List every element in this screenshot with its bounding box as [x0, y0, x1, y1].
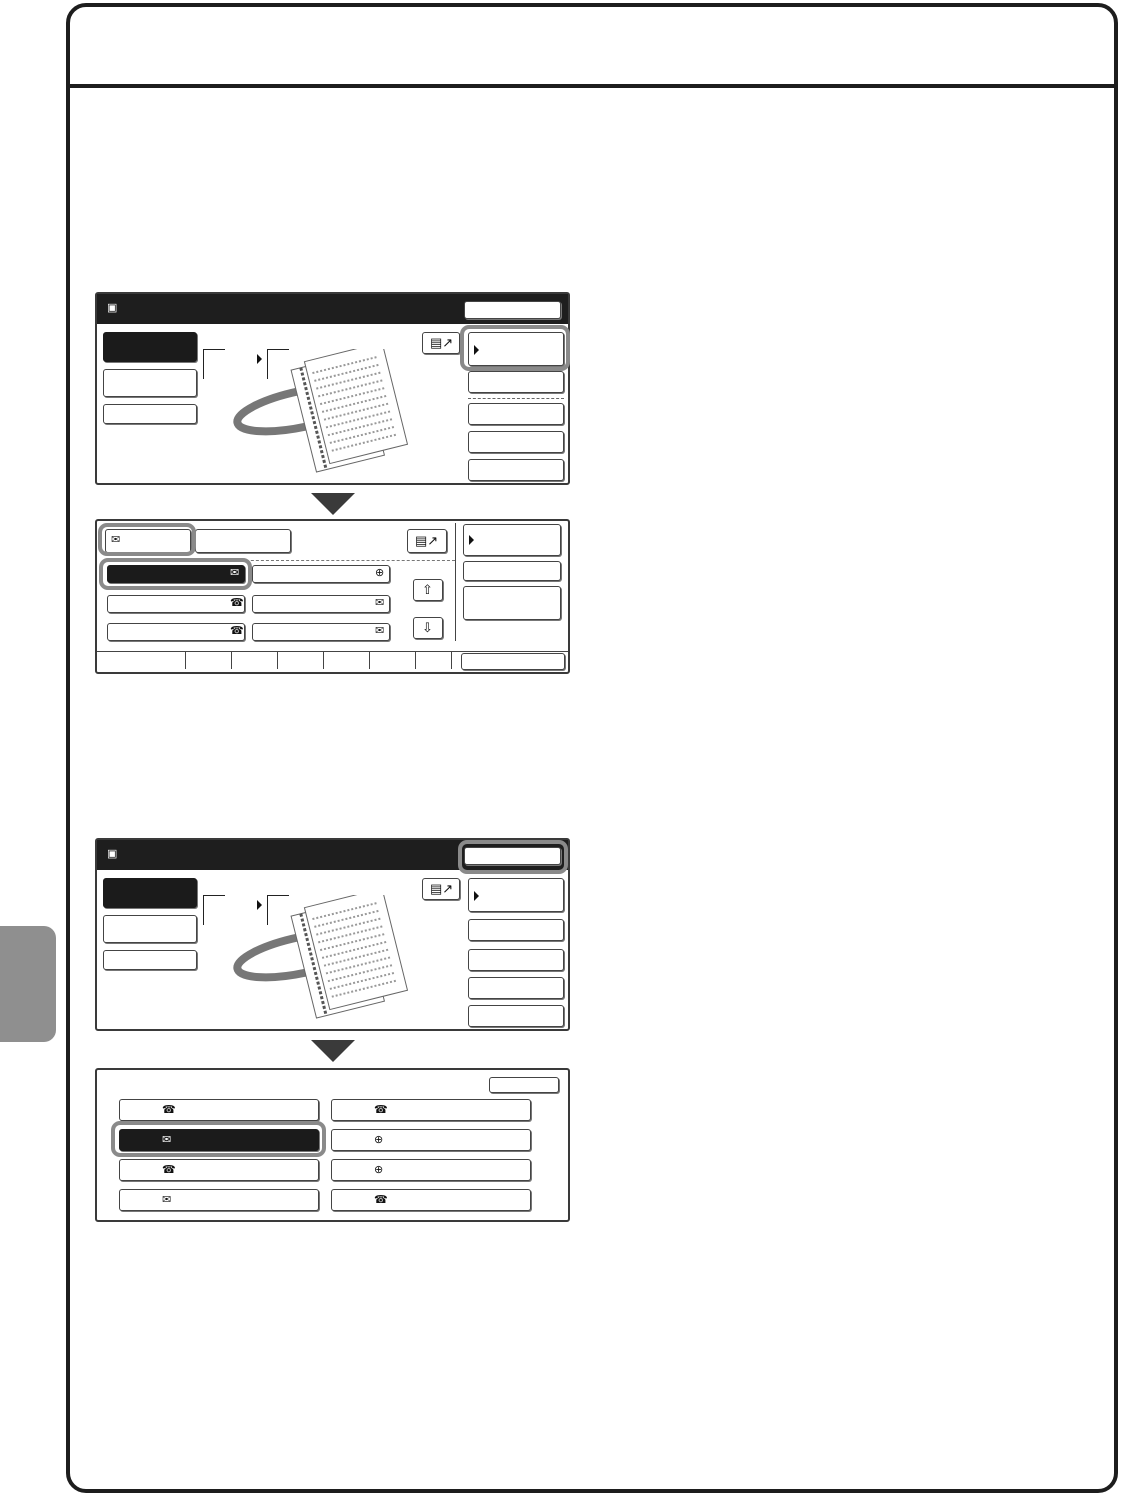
one-touch-entry[interactable]	[119, 1159, 319, 1181]
side-button-2[interactable]	[468, 371, 564, 393]
index-tab[interactable]	[451, 651, 452, 669]
mode-button-3[interactable]	[103, 950, 197, 970]
fax-mode-icon: ▣	[107, 848, 118, 860]
side-button-3[interactable]	[468, 949, 564, 971]
preview-icon: ▤↗	[430, 881, 454, 896]
send-icon: ✉	[111, 534, 121, 546]
back-button[interactable]	[489, 1077, 559, 1093]
index-tab[interactable]	[323, 651, 324, 669]
one-touch-entry[interactable]	[119, 1099, 319, 1121]
side-button-5[interactable]	[468, 459, 564, 481]
fax-main-screen-1	[95, 292, 570, 485]
mail-icon: ✉	[375, 597, 385, 609]
preview-icon-button[interactable]	[407, 529, 447, 553]
address-entry[interactable]	[107, 623, 245, 641]
index-tab[interactable]	[185, 651, 186, 669]
mode-button-selected[interactable]	[103, 878, 197, 908]
divider	[455, 523, 456, 641]
original-page-icon	[203, 349, 225, 379]
one-touch-entry[interactable]	[119, 1189, 319, 1211]
mail-icon: ✉	[230, 567, 240, 579]
mail-icon: ✉	[375, 625, 385, 637]
phone-icon: ☎	[374, 1194, 388, 1206]
mode-button-2[interactable]	[103, 369, 197, 397]
index-tab[interactable]	[277, 651, 278, 669]
mail-icon: ✉	[162, 1194, 172, 1206]
highlight-one-touch-entry	[111, 1121, 326, 1157]
one-touch-entry[interactable]	[331, 1189, 531, 1211]
side-button-3[interactable]	[468, 403, 564, 425]
step-arrow-icon	[311, 493, 355, 515]
side-button-5[interactable]	[468, 1005, 564, 1027]
scroll-up-button[interactable]	[413, 579, 443, 601]
highlight-address-entry	[99, 558, 252, 590]
sort-button[interactable]	[195, 529, 291, 553]
side-button-2[interactable]	[463, 561, 561, 581]
mail-icon: ✉	[162, 1134, 172, 1146]
divider	[468, 398, 564, 400]
arrow-down-icon: ⇩	[422, 620, 433, 635]
page-frame	[66, 3, 1118, 1493]
globe-icon: ⊕	[374, 1164, 384, 1176]
side-button-2[interactable]	[468, 919, 564, 941]
index-tab[interactable]	[231, 651, 232, 669]
phone-icon: ☎	[230, 625, 244, 637]
mode-button-selected[interactable]	[103, 332, 197, 362]
index-tab-button[interactable]	[461, 653, 565, 670]
preview-icon-button[interactable]	[422, 878, 460, 900]
arrow-right-icon	[474, 891, 479, 901]
highlight-titlebar-button	[458, 840, 568, 874]
side-button-3[interactable]	[463, 586, 561, 620]
preview-icon: ▤↗	[415, 533, 439, 548]
arrow-right-icon	[469, 535, 474, 545]
step-arrow-icon	[311, 1040, 355, 1062]
phone-icon: ☎	[374, 1104, 388, 1116]
original-page-icon	[203, 895, 225, 925]
globe-icon: ⊕	[375, 567, 385, 579]
preview-icon: ▤↗	[430, 335, 454, 350]
phone-icon: ☎	[230, 597, 244, 609]
one-touch-entry[interactable]	[331, 1129, 531, 1151]
highlight-address-book	[460, 325, 570, 371]
phone-icon: ☎	[162, 1164, 176, 1176]
address-entry[interactable]	[252, 595, 390, 613]
one-touch-entry[interactable]	[331, 1159, 531, 1181]
fax-mode-icon: ▣	[107, 302, 118, 314]
titlebar-button[interactable]	[464, 301, 561, 319]
scroll-down-button[interactable]	[413, 617, 443, 639]
phone-icon: ☎	[162, 1104, 176, 1116]
address-entry[interactable]	[107, 595, 245, 613]
address-entry[interactable]	[252, 565, 390, 583]
mode-button-2[interactable]	[103, 915, 197, 943]
header-rule	[70, 84, 1116, 88]
address-entry[interactable]	[252, 623, 390, 641]
globe-icon: ⊕	[374, 1134, 384, 1146]
side-button-1[interactable]	[463, 524, 561, 556]
index-tab-bar	[97, 651, 568, 652]
one-touch-entry[interactable]	[331, 1099, 531, 1121]
document-feed-illustration	[232, 895, 432, 1025]
side-button-4[interactable]	[468, 977, 564, 999]
mode-button-3[interactable]	[103, 404, 197, 424]
side-button-1[interactable]	[468, 878, 564, 912]
chapter-side-tab	[0, 926, 56, 1042]
index-tab[interactable]	[369, 651, 370, 669]
side-button-4[interactable]	[468, 431, 564, 453]
index-tab[interactable]	[415, 651, 416, 669]
preview-icon-button[interactable]	[422, 332, 460, 354]
arrow-up-icon: ⇧	[422, 582, 433, 597]
document-feed-illustration	[232, 349, 432, 479]
highlight-address-type-tab	[98, 523, 196, 556]
